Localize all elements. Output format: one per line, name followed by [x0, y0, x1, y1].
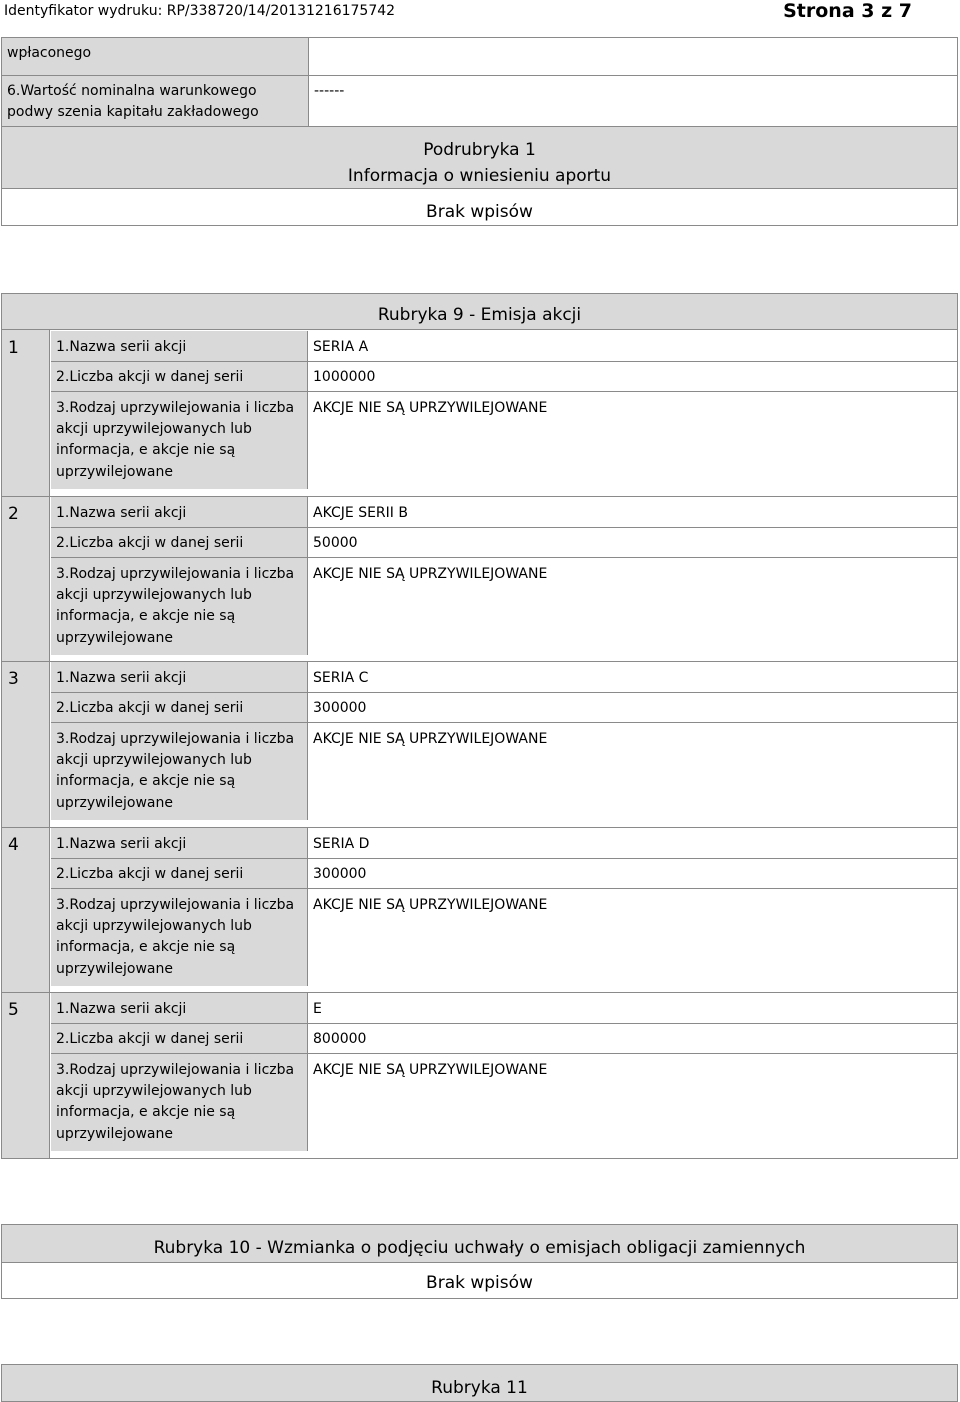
podrubryka-title-line2: Informacja o wniesieniu aportu	[347, 166, 612, 186]
field-separator	[51, 527, 957, 528]
rubryka10-title: Rubryka 10 - Wzmianka o podjęciu uchwały o emisjach obligacji zamiennych	[153, 1238, 806, 1258]
rubryka9-header	[2, 294, 957, 330]
preference-label-line1: 3.Rodzaj uprzywilejowania i liczba	[56, 897, 295, 913]
name-label: 1.Nazwa serii akcji	[56, 339, 187, 355]
page-number: Strona 3 z 7	[783, 0, 912, 22]
rubryka10-box	[1, 1224, 958, 1299]
preference-value: AKCJE NIE SĄ UPRZYWILEJOWANE	[313, 400, 548, 416]
podrubryka-box	[1, 126, 958, 226]
preference-label-line3: informacja, e akcje nie są	[56, 773, 236, 789]
name-value: SERIA D	[313, 836, 370, 852]
preference-label-line1: 3.Rodzaj uprzywilejowania i liczba	[56, 731, 295, 747]
name-label: 1.Nazwa serii akcji	[56, 836, 187, 852]
name-value: SERIA C	[313, 670, 369, 686]
field-separator	[51, 1023, 957, 1024]
preference-label-line1: 3.Rodzaj uprzywilejowania i liczba	[56, 400, 295, 416]
rubryka10-status: Brak wpisów	[426, 1273, 533, 1293]
top-row2-label-line2: podwy szenia kapitału zakładowego	[7, 104, 259, 120]
preference-label-line2: akcji uprzywilejowanych lub	[56, 918, 252, 934]
preference-label-line3: informacja, e akcje nie są	[56, 442, 236, 458]
preference-label-line3: informacja, e akcje nie są	[56, 1104, 236, 1120]
name-value: SERIA A	[313, 339, 369, 355]
entry-number: 2	[8, 504, 19, 524]
field-separator	[51, 361, 957, 362]
top-rows-table	[1, 37, 958, 127]
preference-label-line4: uprzywilejowane	[56, 795, 173, 811]
podrubryka-header	[2, 127, 957, 189]
preference-label-line2: akcji uprzywilejowanych lub	[56, 752, 252, 768]
count-label: 2.Liczba akcji w danej serii	[56, 1031, 244, 1047]
entry-number: 5	[8, 1000, 19, 1020]
emission-entry	[2, 827, 957, 993]
name-value: AKCJE SERII B	[313, 505, 408, 521]
count-label: 2.Liczba akcji w danej serii	[56, 369, 244, 385]
count-value: 1000000	[313, 369, 376, 385]
rubryka11-title: Rubryka 11	[431, 1378, 528, 1398]
field-separator	[51, 1053, 957, 1054]
count-value: 50000	[313, 535, 358, 551]
preference-label-line2: akcji uprzywilejowanych lub	[56, 1083, 252, 1099]
rubryka9-title: Rubryka 9 - Emisja akcji	[377, 305, 582, 325]
preference-label-line2: akcji uprzywilejowanych lub	[56, 587, 252, 603]
top-row-separator	[308, 75, 957, 76]
count-label: 2.Liczba akcji w danej serii	[56, 700, 244, 716]
preference-label-line3: informacja, e akcje nie są	[56, 939, 236, 955]
top-row2-label-line1: 6.Wartość nominalna warunkowego	[7, 83, 257, 99]
field-separator	[51, 692, 957, 693]
top-divider	[308, 38, 309, 126]
count-label: 2.Liczba akcji w danej serii	[56, 535, 244, 551]
emission-entry	[2, 992, 957, 1158]
preference-value: AKCJE NIE SĄ UPRZYWILEJOWANE	[313, 897, 548, 913]
field-separator	[51, 722, 957, 723]
top-row1-label: wpłaconego	[7, 45, 92, 61]
preference-label-line1: 3.Rodzaj uprzywilejowania i liczba	[56, 1062, 295, 1078]
preference-label-line3: informacja, e akcje nie są	[56, 608, 236, 624]
entry-number: 1	[8, 338, 19, 358]
field-separator	[51, 391, 957, 392]
preference-value: AKCJE NIE SĄ UPRZYWILEJOWANE	[313, 1062, 548, 1078]
preference-label-line4: uprzywilejowane	[56, 464, 173, 480]
field-separator	[51, 858, 957, 859]
podrubryka-title-line1: Podrubryka 1	[423, 140, 536, 160]
name-value: E	[313, 1001, 322, 1017]
preference-label-line1: 3.Rodzaj uprzywilejowania i liczba	[56, 566, 295, 582]
podrubryka-status: Brak wpisów	[426, 202, 533, 222]
entry-number: 4	[8, 835, 19, 855]
top-row2-value: ------	[314, 83, 345, 99]
emission-entry	[2, 496, 957, 662]
field-separator	[51, 888, 957, 889]
print-identifier: Identyfikator wydruku: RP/338720/14/20131216175742	[4, 3, 396, 19]
preference-label-line2: akcji uprzywilejowanych lub	[56, 421, 252, 437]
count-value: 300000	[313, 866, 367, 882]
count-label: 2.Liczba akcji w danej serii	[56, 866, 244, 882]
count-value: 300000	[313, 700, 367, 716]
name-label: 1.Nazwa serii akcji	[56, 670, 187, 686]
count-value: 800000	[313, 1031, 367, 1047]
preference-label-line4: uprzywilejowane	[56, 961, 173, 977]
top-row1-label-cell	[2, 38, 308, 75]
name-label: 1.Nazwa serii akcji	[56, 505, 187, 521]
emission-entry	[2, 330, 957, 496]
preference-label-line4: uprzywilejowane	[56, 630, 173, 646]
entry-number: 3	[8, 669, 19, 689]
emission-entry	[2, 661, 957, 827]
preference-value: AKCJE NIE SĄ UPRZYWILEJOWANE	[313, 731, 548, 747]
rubryka11-box	[1, 1364, 958, 1402]
name-label: 1.Nazwa serii akcji	[56, 1001, 187, 1017]
top-row2-label-cell	[2, 75, 308, 126]
preference-label-line4: uprzywilejowane	[56, 1126, 173, 1142]
preference-value: AKCJE NIE SĄ UPRZYWILEJOWANE	[313, 566, 548, 582]
field-separator	[51, 557, 957, 558]
rubryka9-table	[1, 293, 958, 1159]
